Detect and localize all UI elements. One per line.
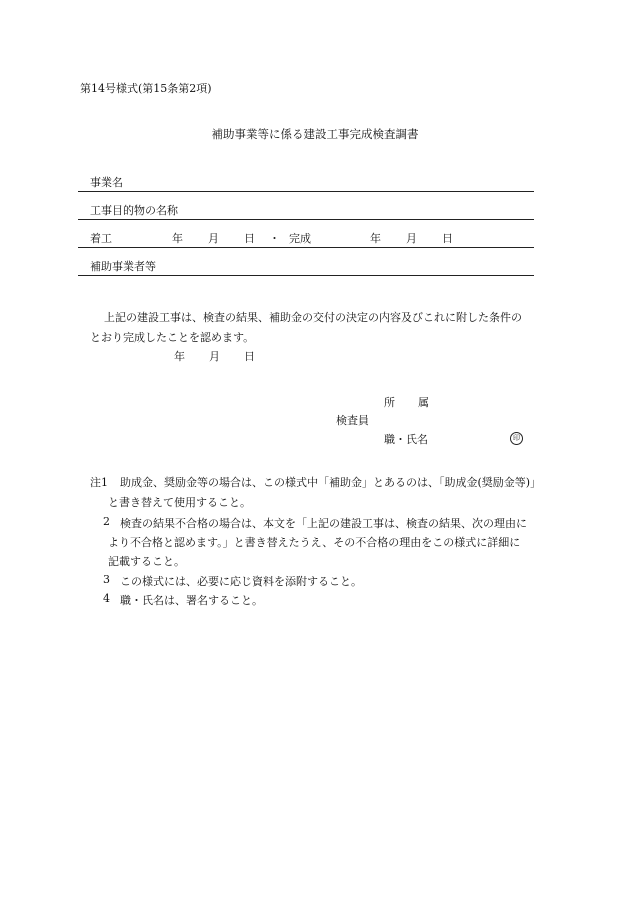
- complete-month-label: 月: [406, 232, 417, 245]
- note-1-prefix: 注1: [90, 476, 108, 489]
- certification-line-1: 上記の建設工事は、検査の結果、補助金の交付の決定の内容及びこれに附した条件の: [104, 311, 522, 324]
- work-object-name-label: 工事目的物の名称: [90, 204, 178, 217]
- start-day-label: 日: [244, 232, 255, 245]
- complete-label: 完成: [289, 232, 311, 245]
- start-year-label: 年: [172, 232, 183, 245]
- note-1-line-1: 助成金、奨励金等の場合は、この様式中「補助金」とあるのは、「助成金(奨励金等)」: [120, 476, 542, 489]
- affiliation-label-2: 属: [418, 396, 429, 409]
- operator-field[interactable]: [78, 256, 534, 276]
- complete-day-label: 日: [442, 232, 453, 245]
- cert-date-month: 月: [209, 350, 220, 363]
- note-1-line-2: と書き替えて使用すること。: [108, 496, 251, 509]
- note-2-line-1: 検査の結果不合格の場合は、本文を「上記の建設工事は、検査の結果、次の理由に: [120, 517, 527, 530]
- note-3-number: 3: [103, 573, 110, 586]
- note-4-line-1: 職・氏名は、署名すること。: [120, 594, 263, 607]
- dates-field[interactable]: [78, 228, 534, 248]
- note-3-line-1: この様式には、必要に応じ資料を添附すること。: [120, 575, 362, 588]
- start-month-label: 月: [208, 232, 219, 245]
- certification-line-2: とおり完成したことを認めます。: [90, 331, 255, 344]
- work-object-name-field[interactable]: [78, 200, 534, 220]
- note-2-line-2: より不合格と認めます。」と書き替えたうえ、その不合格の理由をこの様式に詳細に: [108, 536, 521, 549]
- note-2-line-3: 記載すること。: [108, 555, 185, 568]
- document-title: 補助事業等に係る建設工事完成検査調書: [211, 127, 419, 141]
- note-4-number: 4: [103, 592, 110, 605]
- project-name-field[interactable]: [78, 172, 534, 192]
- form-number: 第14号様式(第15条第2項): [80, 82, 212, 95]
- name-label: 職・氏名: [384, 433, 428, 446]
- operator-label: 補助事業者等: [90, 260, 156, 273]
- complete-year-label: 年: [370, 232, 381, 245]
- separator-dot: ・: [269, 232, 280, 245]
- inspector-title: 検査員: [336, 414, 369, 427]
- seal-mark: [510, 430, 523, 445]
- note-2-number: 2: [103, 515, 110, 528]
- seal-icon: 印: [510, 432, 523, 445]
- project-name-label: 事業名: [90, 176, 123, 189]
- affiliation-label-1: 所: [384, 396, 395, 409]
- cert-date-day: 日: [244, 350, 255, 363]
- start-label: 着工: [90, 232, 112, 245]
- cert-date-year: 年: [174, 350, 185, 363]
